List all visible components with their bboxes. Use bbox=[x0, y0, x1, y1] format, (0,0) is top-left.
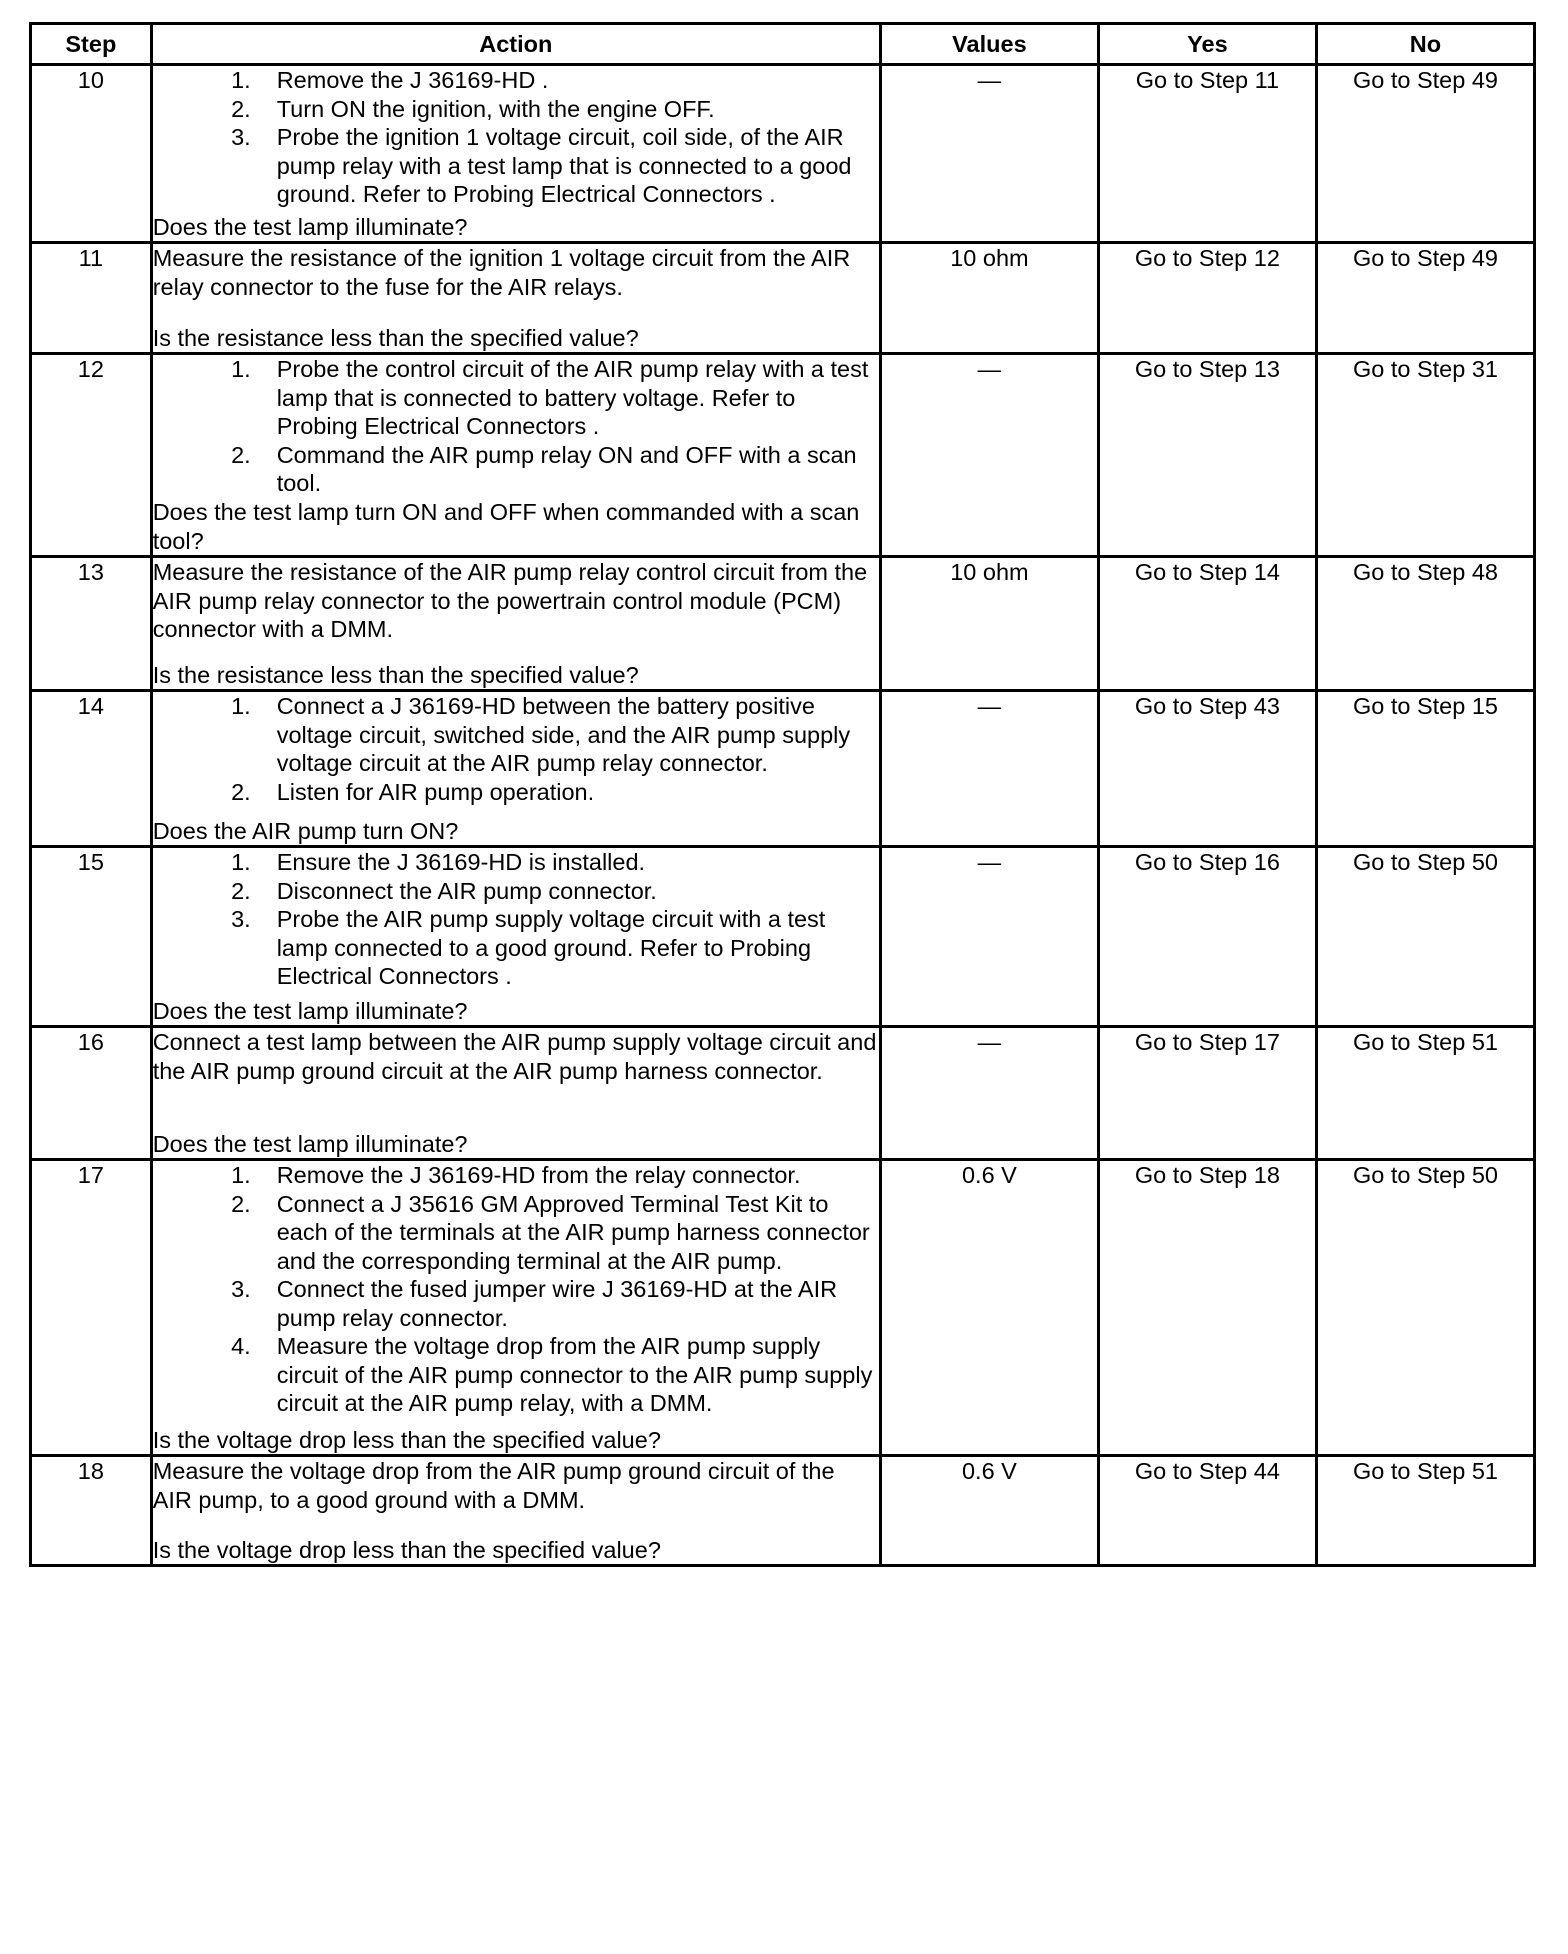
header-row bbox=[31, 24, 1535, 65]
procedure-list bbox=[153, 355, 879, 498]
value-cell: 0.6 V bbox=[880, 1160, 1098, 1456]
step-number: 18 bbox=[31, 1456, 152, 1566]
table-row bbox=[31, 691, 1535, 847]
step-number: 11 bbox=[31, 243, 152, 354]
value-cell: — bbox=[880, 691, 1098, 847]
no-cell: Go to Step 48 bbox=[1316, 557, 1534, 691]
step-number: 17 bbox=[31, 1160, 152, 1456]
no-cell: Go to Step 49 bbox=[1316, 65, 1534, 243]
header-yes: Yes bbox=[1098, 24, 1316, 65]
step-number: 14 bbox=[31, 691, 152, 847]
procedure-list bbox=[153, 1161, 879, 1418]
question: Is the resistance less than the specified value? bbox=[152, 661, 639, 688]
yes-cell: Go to Step 44 bbox=[1098, 1456, 1316, 1566]
table-row bbox=[31, 557, 1535, 691]
action-cell bbox=[151, 354, 880, 557]
action-cell bbox=[151, 243, 880, 354]
action-text: Measure the voltage drop from the AIR pump ground circuit of the AIR pump, to a good ground with a DMM. bbox=[152, 1458, 835, 1513]
list-item: 2. Listen for AIR pump operation. bbox=[231, 778, 595, 805]
diagnostic-table bbox=[29, 22, 1536, 1567]
yes-cell: Go to Step 11 bbox=[1098, 65, 1316, 243]
list-item: 1. Remove the J 36169-HD . bbox=[231, 67, 549, 93]
step-number: 12 bbox=[31, 354, 152, 557]
question: Does the test lamp turn ON and OFF when commanded with a scan tool? bbox=[152, 499, 860, 554]
header-values: Values bbox=[880, 24, 1098, 65]
list-item: 1. Probe the control circuit of the AIR pump relay with a test lamp that is connected to battery voltage. Refer to Probing Electrical Connectors . bbox=[231, 356, 869, 439]
yes-cell: Go to Step 17 bbox=[1098, 1027, 1316, 1160]
value-cell: — bbox=[880, 1027, 1098, 1160]
value-cell: — bbox=[880, 847, 1098, 1027]
no-cell: Go to Step 49 bbox=[1316, 243, 1534, 354]
step-number: 15 bbox=[31, 847, 152, 1027]
action-cell bbox=[151, 847, 880, 1027]
list-item: 1. Connect a J 36169-HD between the battery positive voltage circuit, switched side, and the AIR pump supply voltage circuit at the AIR pump relay connector. bbox=[231, 693, 851, 776]
value-cell: 10 ohm bbox=[880, 557, 1098, 691]
action-text: Connect a test lamp between the AIR pump supply voltage circuit and the AIR pump ground circuit at the AIR pump harness connector. bbox=[152, 1029, 877, 1084]
table-row bbox=[31, 354, 1535, 557]
yes-cell: Go to Step 13 bbox=[1098, 354, 1316, 557]
list-item: 2. Disconnect the AIR pump connector. bbox=[231, 877, 657, 904]
value-cell: 0.6 V bbox=[880, 1456, 1098, 1566]
no-cell: Go to Step 15 bbox=[1316, 691, 1534, 847]
table-row bbox=[31, 1456, 1535, 1566]
action-cell bbox=[151, 691, 880, 847]
step-number: 16 bbox=[31, 1027, 152, 1160]
yes-cell: Go to Step 43 bbox=[1098, 691, 1316, 847]
yes-cell: Go to Step 18 bbox=[1098, 1160, 1316, 1456]
no-cell: Go to Step 50 bbox=[1316, 1160, 1534, 1456]
procedure-list bbox=[153, 692, 879, 806]
list-item: 2. Command the AIR pump relay ON and OFF with a scan tool. bbox=[231, 441, 857, 496]
action-text: Measure the resistance of the ignition 1 voltage circuit from the AIR relay connector to the fuse for the AIR relays. bbox=[152, 245, 851, 300]
list-item: 4. Measure the voltage drop from the AIR pump supply circuit of the AIR pump connector to the AIR pump supply circuit at the AIR pump relay, with a DMM. bbox=[231, 1333, 873, 1416]
value-cell: — bbox=[880, 354, 1098, 557]
action-cell bbox=[151, 1160, 880, 1456]
header-no: No bbox=[1316, 24, 1534, 65]
action-cell bbox=[151, 1027, 880, 1160]
action-cell bbox=[151, 557, 880, 691]
no-cell: Go to Step 51 bbox=[1316, 1456, 1534, 1566]
table-row bbox=[31, 65, 1535, 243]
value-cell: 10 ohm bbox=[880, 243, 1098, 354]
procedure-list bbox=[153, 66, 879, 209]
action-text: Measure the resistance of the AIR pump relay control circuit from the AIR pump relay connector to the powertrain control module (PCM) connector with a DMM. bbox=[152, 559, 868, 642]
table-row bbox=[31, 243, 1535, 354]
yes-cell: Go to Step 16 bbox=[1098, 847, 1316, 1027]
question: Does the AIR pump turn ON? bbox=[152, 817, 459, 844]
list-item: 3. Probe the AIR pump supply voltage circuit with a test lamp connected to a good ground. Refer to Probing Electrical Connectors . bbox=[231, 906, 826, 989]
list-item: 1. Remove the J 36169-HD from the relay connector. bbox=[231, 1162, 801, 1188]
header-step: Step bbox=[31, 24, 152, 65]
list-item: 1. Ensure the J 36169-HD is installed. bbox=[231, 849, 646, 875]
list-item: 3. Probe the ignition 1 voltage circuit, coil side, of the AIR pump relay with a test lamp that is connected to a good ground. Refer to Probing Electrical Connectors . bbox=[231, 124, 852, 207]
procedure-list bbox=[153, 848, 879, 991]
question: Does the test lamp illuminate? bbox=[152, 213, 468, 240]
step-number: 13 bbox=[31, 557, 152, 691]
table-row bbox=[31, 1027, 1535, 1160]
value-cell: — bbox=[880, 65, 1098, 243]
question: Is the voltage drop less than the specified value? bbox=[152, 1536, 661, 1563]
step-number: 10 bbox=[31, 65, 152, 243]
table-row bbox=[31, 847, 1535, 1027]
no-cell: Go to Step 31 bbox=[1316, 354, 1534, 557]
no-cell: Go to Step 50 bbox=[1316, 847, 1534, 1027]
list-item: 2. Turn ON the ignition, with the engine OFF. bbox=[231, 95, 715, 122]
list-item: 2. Connect a J 35616 GM Approved Terminal Test Kit to each of the terminals at the AIR pump harness connector and the corresponding terminal at the AIR pump. bbox=[231, 1190, 870, 1274]
header-action: Action bbox=[151, 24, 880, 65]
question: Is the voltage drop less than the specified value? bbox=[152, 1426, 661, 1453]
table-row bbox=[31, 1160, 1535, 1456]
yes-cell: Go to Step 12 bbox=[1098, 243, 1316, 354]
action-cell bbox=[151, 65, 880, 243]
question: Does the test lamp illuminate? bbox=[152, 997, 468, 1024]
question: Does the test lamp illuminate? bbox=[152, 1130, 468, 1157]
no-cell: Go to Step 51 bbox=[1316, 1027, 1534, 1160]
question: Is the resistance less than the specified value? bbox=[152, 324, 639, 351]
list-item: 3. Connect the fused jumper wire J 36169-HD at the AIR pump relay connector. bbox=[231, 1276, 838, 1331]
yes-cell: Go to Step 14 bbox=[1098, 557, 1316, 691]
action-cell bbox=[151, 1456, 880, 1566]
